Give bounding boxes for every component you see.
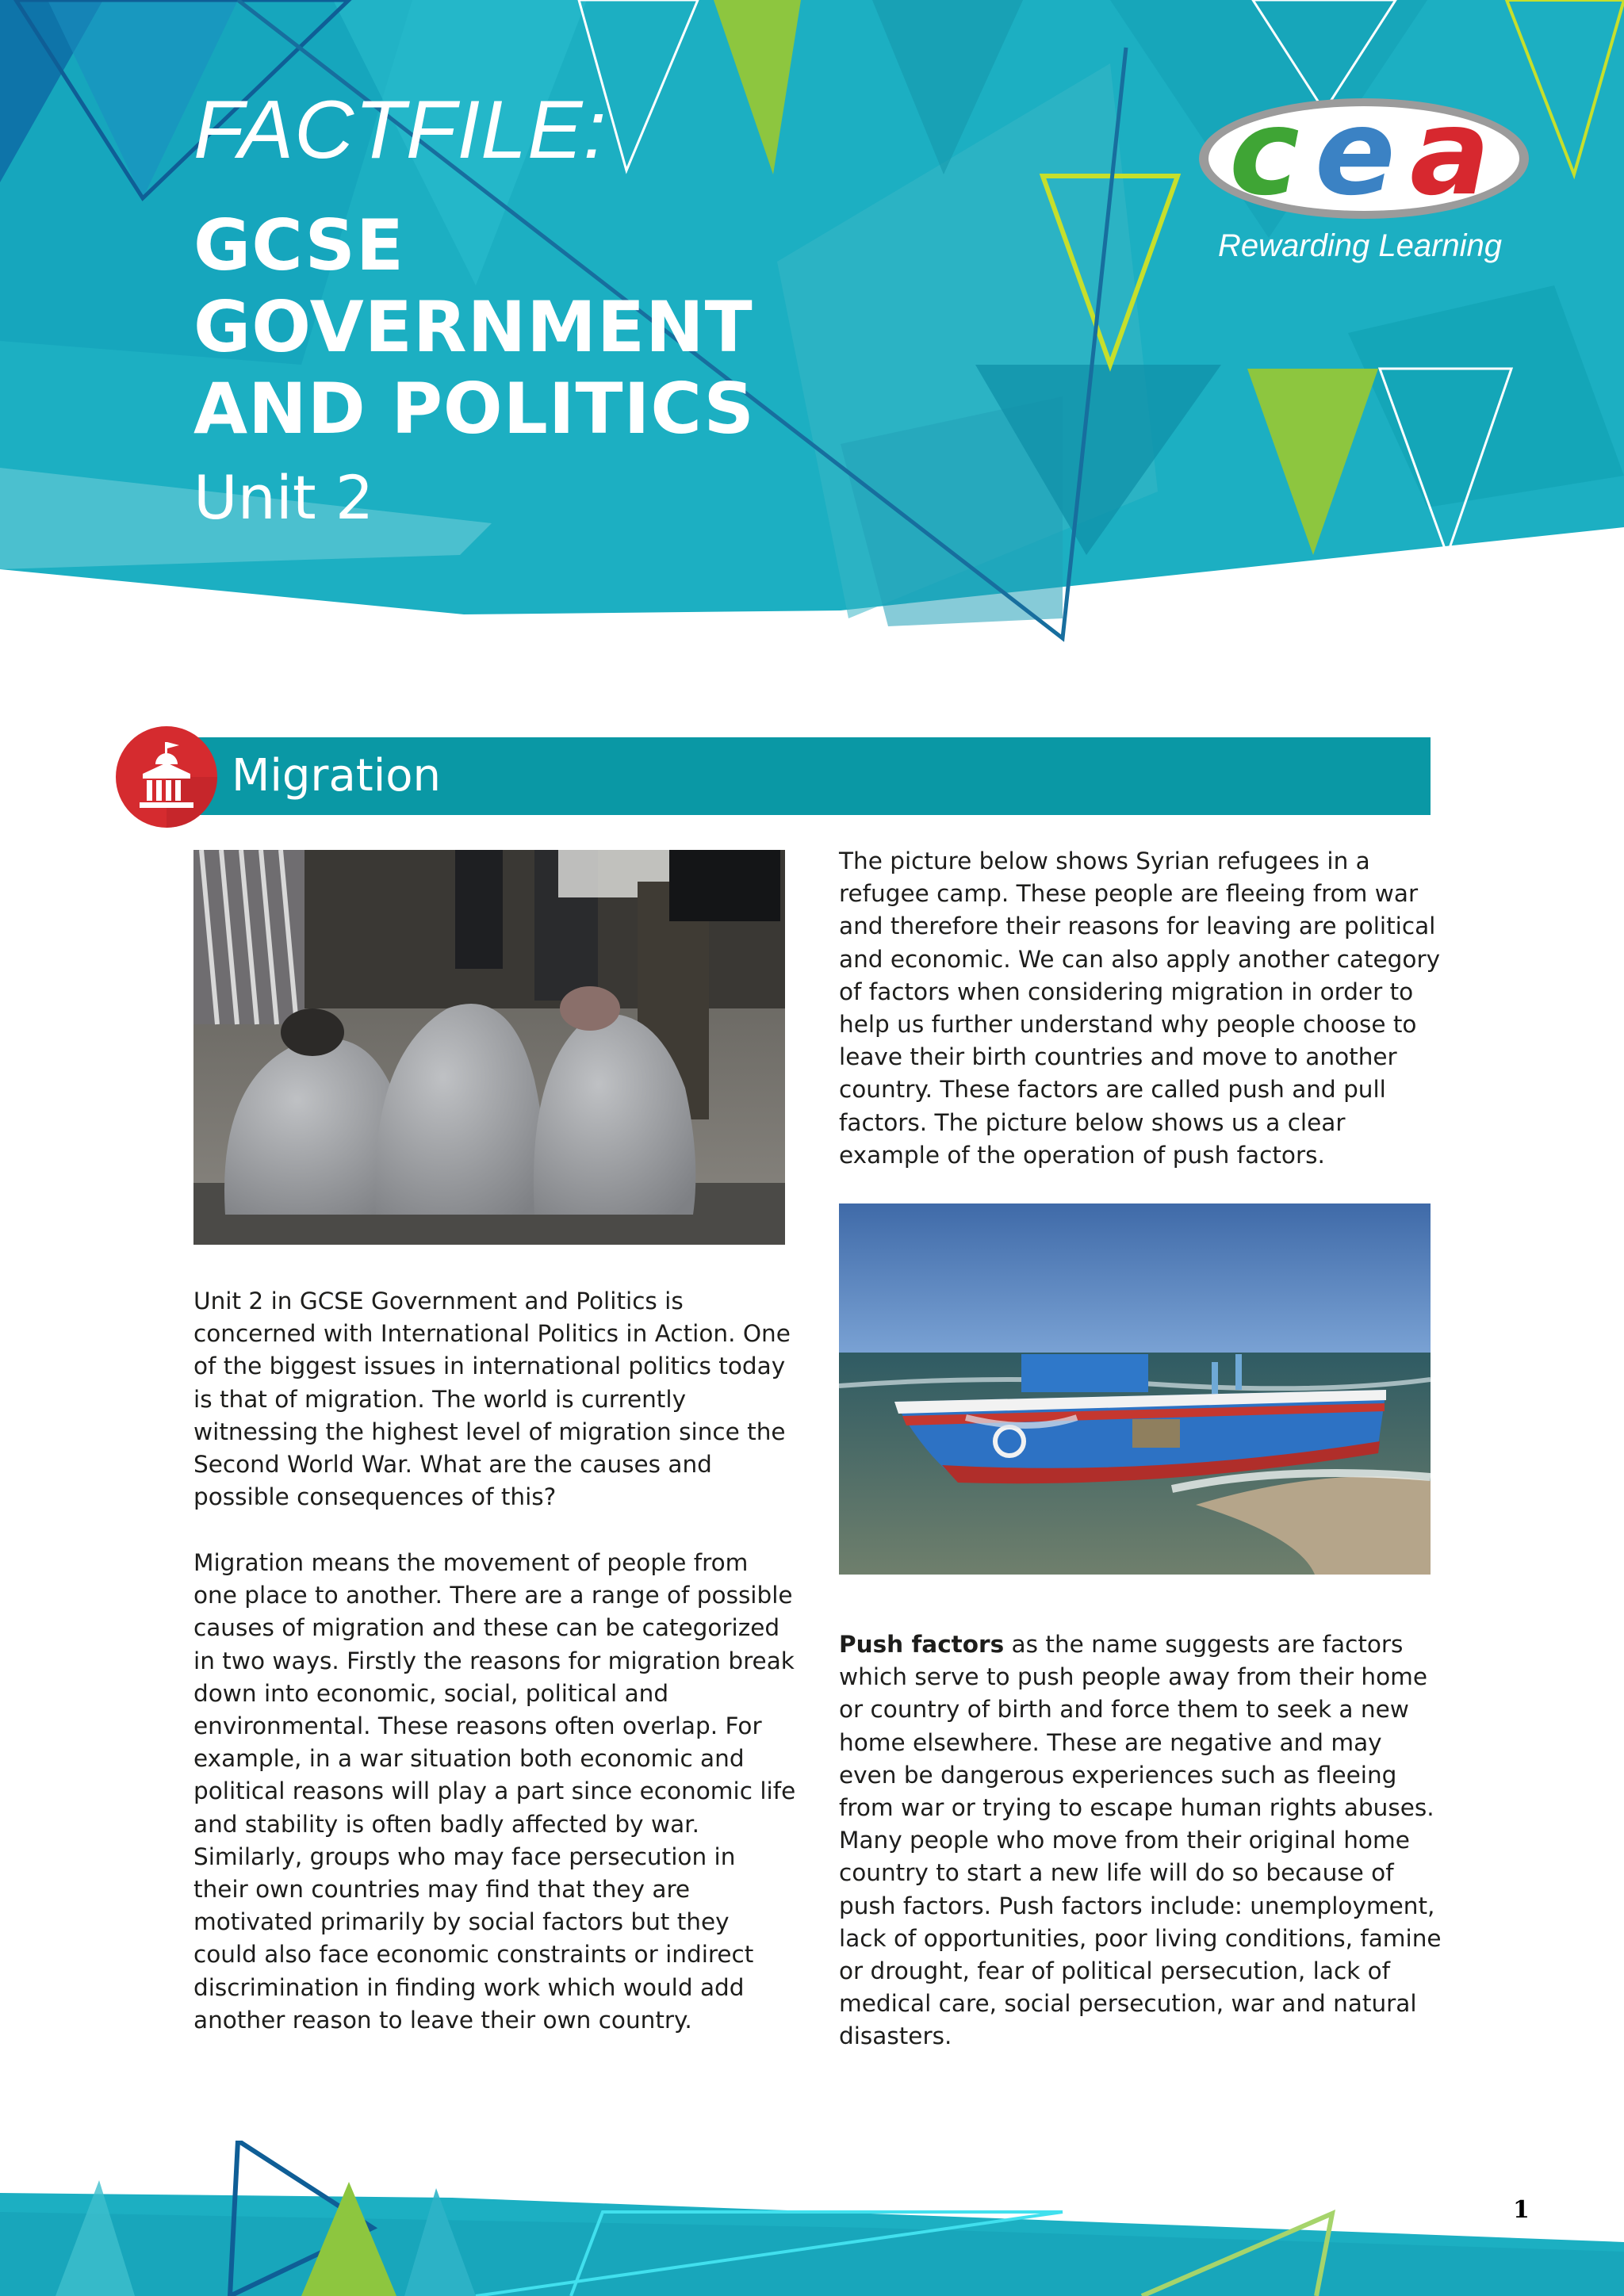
- photo-abandoned-boat-on-shore: [839, 1203, 1431, 1575]
- factfile-label: FACTFILE:: [193, 84, 607, 176]
- unit-overview-paragraph: Unit 2 in GCSE Government and Politics is concerned with International Politics in Action. One of the biggest issues in international politics today is that of migration. The world is currently witnessing the highest level of migration since the Second World War. What are the causes and possible consequences of this?: [193, 1288, 791, 1511]
- push-factors-term: Push factors: [839, 1631, 1005, 1658]
- svg-text:c: c: [1229, 95, 1300, 222]
- svg-text:e: e: [1315, 95, 1396, 222]
- photo-refugees-wrapped-in-blankets: [193, 850, 785, 1245]
- intro-refugee-paragraph: The picture below shows Syrian refugees in a refugee camp. These people are fleeing from war and therefore their reasons for leaving are political and economic. We can also apply another category of factors when considering migration in order to help us further understand why people choose to leave their birth countries and move to another country. These factors are called push and pull factors. The picture below shows us a clear example of the operation of push factors.: [839, 848, 1441, 1169]
- document-title: [193, 205, 755, 450]
- title-line: GCSE: [193, 205, 404, 286]
- title-line: AND POLITICS: [193, 368, 755, 450]
- migration-definition-paragraph: Migration means the movement of people from one place to another. There are a range of possible causes of migration and these can be categorized in two ways. Firstly the reasons for migration break down into economic, social, political and environmental. These reasons often overlap. For example, in a war situation both economic and political reasons will play a part since economic life and stability is often badly affected by war. Similarly, groups who may face persecution in their own countries may find that they are motivated primarily by social factors but they could also face economic constraints or indirect discrimination in finding work which would add another reason to leave their own country.: [193, 1549, 796, 2034]
- page-number: 1: [1513, 2196, 1530, 2224]
- logo-tagline: Rewarding Learning: [1218, 228, 1503, 263]
- cea-logo: [1196, 95, 1532, 222]
- section-title: Migration: [232, 750, 442, 802]
- footer-banner-background: [0, 2141, 1624, 2296]
- title-line: GOVERNMENT: [193, 286, 753, 368]
- push-factors-paragraph: [839, 1628, 1443, 2053]
- government-building-icon: [114, 725, 219, 829]
- push-factors-text: as the name suggests are factors which serve to push people away from their home or country of birth and force them to seek a new home elsewhere. These are negative and may even be dangerous experiences such as fleeing from war or trying to escape human rights abuses. Many people who move from their original home country to start a new life will do so because of push factors. Push factors include: unemployment, lack of opportunities, poor living conditions, famine or drought, fear of political persecution, lack of medical care, social persecution, war and natural disasters.: [839, 1631, 1442, 2050]
- svg-text:a: a: [1410, 95, 1491, 222]
- unit-label: Unit 2: [193, 462, 374, 533]
